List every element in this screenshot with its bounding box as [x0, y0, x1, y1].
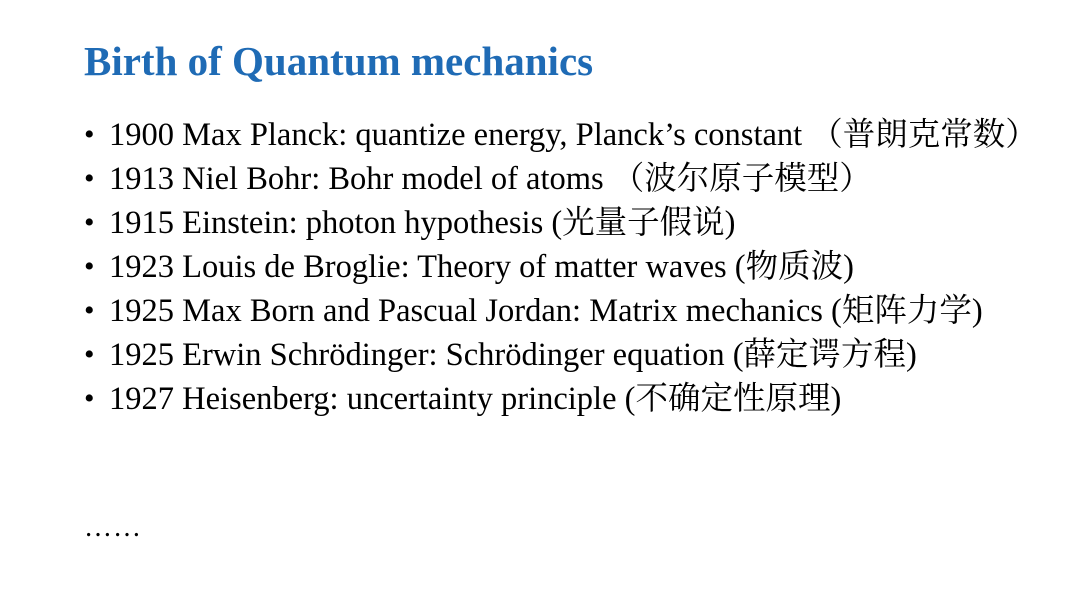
- bullet-icon: •: [84, 250, 95, 283]
- bullet-list: [84, 113, 1038, 421]
- bullet-icon: •: [84, 162, 95, 195]
- item-text: 1900 Max Planck: quantize energy, Planck’s constant （普朗克常数）: [109, 117, 1038, 153]
- bullet-icon: •: [84, 294, 95, 327]
- bullet-icon: •: [84, 206, 95, 239]
- list-item: [84, 113, 1038, 157]
- list-item: [84, 157, 1024, 201]
- item-text: 1915 Einstein: photon hypothesis (光量子假说): [109, 205, 736, 241]
- bullet-icon: •: [84, 118, 95, 151]
- list-item: [84, 377, 1024, 421]
- item-text: 1925 Max Born and Pascual Jordan: Matrix mechanics (矩阵力学): [109, 293, 983, 329]
- continuation-ellipsis: ……: [84, 512, 142, 543]
- item-text: 1927 Heisenberg: uncertainty principle (不确定性原理): [109, 381, 842, 417]
- item-text: 1925 Erwin Schrödinger: Schrödinger equation (薛定谔方程): [109, 337, 917, 373]
- slide-title: Birth of Quantum mechanics: [84, 38, 594, 84]
- item-text: 1923 Louis de Broglie: Theory of matter waves (物质波): [109, 249, 854, 285]
- list-item: [84, 333, 1024, 377]
- list-item: [84, 289, 1024, 333]
- bullet-icon: •: [84, 382, 95, 415]
- list-item: [84, 201, 1024, 245]
- list-item: [84, 245, 1024, 289]
- item-text: 1913 Niel Bohr: Bohr model of atoms （波尔原子模型）: [109, 161, 872, 197]
- bullet-icon: •: [84, 338, 95, 371]
